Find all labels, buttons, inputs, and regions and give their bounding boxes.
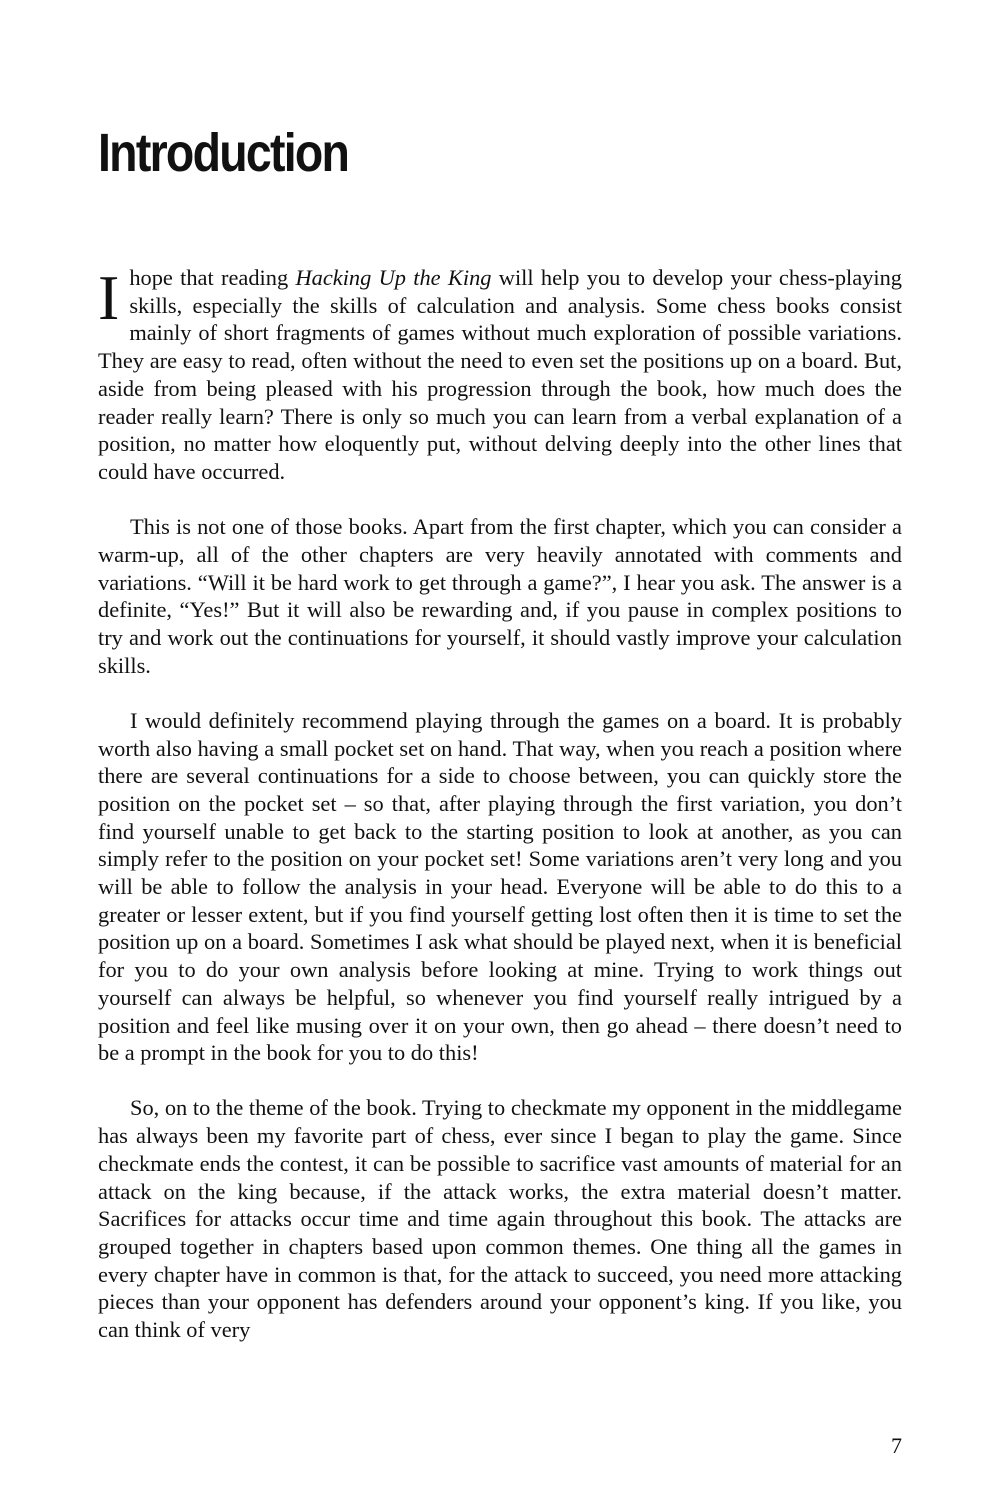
book-title-italic: Hacking Up the King	[295, 265, 492, 290]
paragraph-4: So, on to the theme of the book. Trying to checkmate my opponent in the middlegame has always been my favorite part of chess, ever since I began to play the game. Since checkmate ends the contest, it can be possible to sacrifice vast amounts of material for an attack on the king because, if the attack works, the extra material doesn’t matter. Sacrifices for attacks occur time and time again throughout this book. The attacks are grouped together in chapters based upon common themes. One thing all the games in every chapter have in common is that, for the attack to succeed, you need more attacking pieces than your opponent has defenders around your opponent’s king. If you like, you can think of very	[98, 1095, 902, 1343]
paragraph-1-text-start: hope that reading	[129, 265, 296, 290]
paragraph-3: I would definitely recommend playing through the games on a board. It is probably worth also having a small pocket set on hand. That way, when you reach a position where there are several continuations for a side to choose between, you can quickly store the position on the pocket set – so that, after playing through the first variation, you don’t find yourself unable to get back to the starting position to look at another, as you can simply refer to the position on your pocket set! Some variations aren’t very long and you will be able to follow the analysis in your head. Everyone will be able to do this to a greater or lesser extent, but if you find yourself getting lost often then it is time to set the position up on a board. Sometimes I ask what should be played next, when it is beneficial for you to do your own analysis before looking at mine. Trying to work things out yourself can always be helpful, so whenever you find yourself really intrigued by a position and feel like musing over it on your own, then go ahead – there doesn’t need to be a prompt in the book for you to do this!	[98, 707, 902, 1066]
paragraph-1	[98, 264, 902, 486]
page-number: 7	[891, 1433, 902, 1458]
paragraph-1-text-rest: will help you to develop your chess-playing skills, especially the skills of calculation and analysis. Some chess books consist mainly of short fragments of games without much exploration of possible variations. They are easy to read, often without the need to even set the positions up on a board. But, aside from being pleased with his progression through the book, how much does the reader really learn? There is only so much you can learn from a verbal explanation of a position, no matter how eloquently put, without delving deeply into the other lines that could have occurred.	[98, 265, 903, 484]
body-text	[98, 264, 902, 1371]
drop-cap: I	[98, 262, 120, 333]
chapter-title: Introduction	[98, 123, 349, 183]
paragraph-2: This is not one of those books. Apart from the first chapter, which you can consider a warm-up, all of the other chapters are very heavily annotated with comments and variations. “Will it be hard work to get through a game?”, I hear you ask. The answer is a definite, “Yes!” But it will also be rewarding and, if you pause in complex positions to try and work out the continuations for yourself, it should vastly improve your calculation skills.	[98, 514, 902, 678]
